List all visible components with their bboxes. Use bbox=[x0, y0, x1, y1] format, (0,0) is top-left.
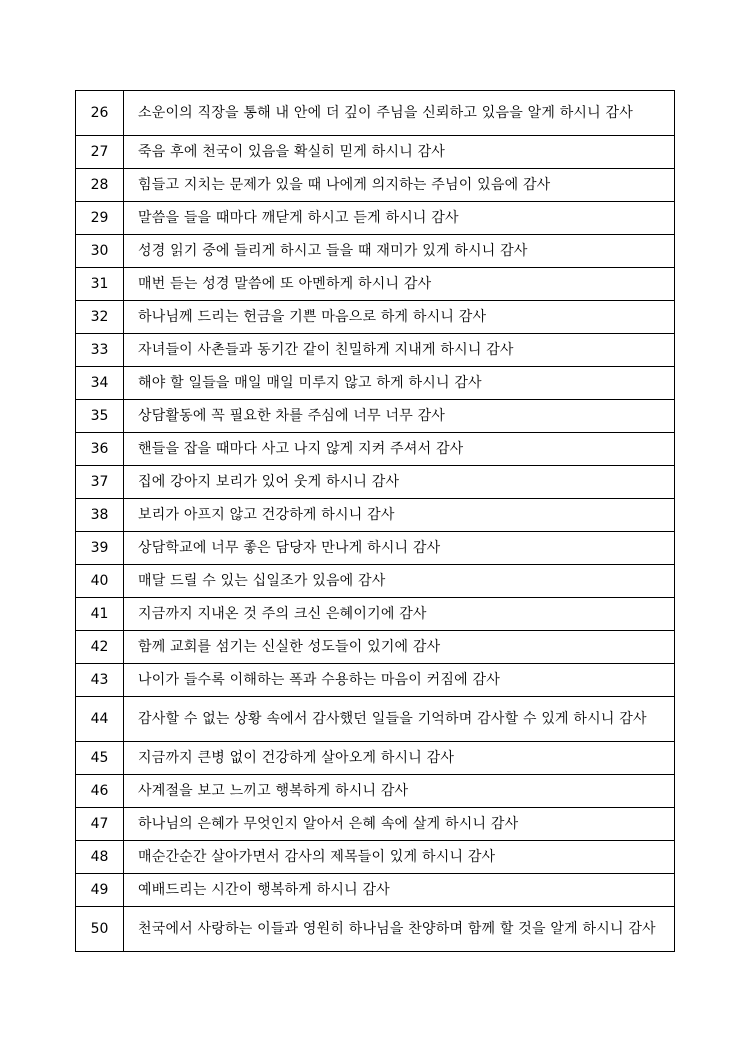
table-row bbox=[76, 907, 675, 952]
row-number: 47 bbox=[76, 808, 124, 841]
row-text: 소운이의 직장을 통해 내 안에 더 깊이 주님을 신뢰하고 있음을 알게 하시니 감사 bbox=[124, 91, 675, 136]
row-text: 해야 할 일들을 매일 매일 미루지 않고 하게 하시니 감사 bbox=[124, 367, 675, 400]
row-number: 40 bbox=[76, 565, 124, 598]
row-text: 하나님의 은혜가 무엇인지 알아서 은혜 속에 살게 하시니 감사 bbox=[124, 808, 675, 841]
row-text: 매달 드릴 수 있는 십일조가 있음에 감사 bbox=[124, 565, 675, 598]
row-number: 46 bbox=[76, 775, 124, 808]
row-text: 보리가 아프지 않고 건강하게 하시니 감사 bbox=[124, 499, 675, 532]
row-text: 함께 교회를 섬기는 신실한 성도들이 있기에 감사 bbox=[124, 631, 675, 664]
row-text: 지금까지 큰병 없이 건강하게 살아오게 하시니 감사 bbox=[124, 742, 675, 775]
row-text: 하나님께 드리는 헌금을 기쁜 마음으로 하게 하시니 감사 bbox=[124, 301, 675, 334]
row-number: 36 bbox=[76, 433, 124, 466]
gratitude-list-table bbox=[75, 90, 675, 952]
row-text: 상담학교에 너무 좋은 담당자 만나게 하시니 감사 bbox=[124, 532, 675, 565]
table-row bbox=[76, 91, 675, 136]
row-number: 29 bbox=[76, 202, 124, 235]
row-number: 38 bbox=[76, 499, 124, 532]
row-number: 33 bbox=[76, 334, 124, 367]
row-text: 힘들고 지치는 문제가 있을 때 나에게 의지하는 주님이 있음에 감사 bbox=[124, 169, 675, 202]
table-row bbox=[76, 874, 675, 907]
row-number: 45 bbox=[76, 742, 124, 775]
table-row bbox=[76, 532, 675, 565]
row-number: 27 bbox=[76, 136, 124, 169]
row-text: 핸들을 잡을 때마다 사고 나지 않게 지켜 주셔서 감사 bbox=[124, 433, 675, 466]
row-number: 43 bbox=[76, 664, 124, 697]
row-text: 지금까지 지내온 것 주의 크신 은혜이기에 감사 bbox=[124, 598, 675, 631]
row-number: 44 bbox=[76, 697, 124, 742]
row-number: 30 bbox=[76, 235, 124, 268]
row-number: 39 bbox=[76, 532, 124, 565]
table-row bbox=[76, 334, 675, 367]
row-number: 31 bbox=[76, 268, 124, 301]
row-number: 41 bbox=[76, 598, 124, 631]
table-row bbox=[76, 598, 675, 631]
table-row bbox=[76, 136, 675, 169]
table-row bbox=[76, 841, 675, 874]
row-text: 상담활동에 꼭 필요한 차를 주심에 너무 너무 감사 bbox=[124, 400, 675, 433]
row-text: 천국에서 사랑하는 이들과 영원히 하나님을 찬양하며 함께 할 것을 알게 하시니 감사 bbox=[124, 907, 675, 952]
row-text: 죽음 후에 천국이 있음을 확실히 믿게 하시니 감사 bbox=[124, 136, 675, 169]
table-row bbox=[76, 631, 675, 664]
row-text: 예배드리는 시간이 행복하게 하시니 감사 bbox=[124, 874, 675, 907]
row-number: 48 bbox=[76, 841, 124, 874]
table-row bbox=[76, 499, 675, 532]
table-row bbox=[76, 664, 675, 697]
row-text: 매번 듣는 성경 말씀에 또 아멘하게 하시니 감사 bbox=[124, 268, 675, 301]
row-text: 나이가 들수록 이해하는 폭과 수용하는 마음이 커짐에 감사 bbox=[124, 664, 675, 697]
table-row bbox=[76, 742, 675, 775]
table-row bbox=[76, 565, 675, 598]
row-number: 35 bbox=[76, 400, 124, 433]
row-number: 34 bbox=[76, 367, 124, 400]
table-row bbox=[76, 466, 675, 499]
row-text: 감사할 수 없는 상황 속에서 감사했던 일들을 기억하며 감사할 수 있게 하시니 감사 bbox=[124, 697, 675, 742]
table-row bbox=[76, 301, 675, 334]
row-number: 50 bbox=[76, 907, 124, 952]
table-row bbox=[76, 202, 675, 235]
row-text: 사계절을 보고 느끼고 행복하게 하시니 감사 bbox=[124, 775, 675, 808]
table-row bbox=[76, 433, 675, 466]
row-number: 49 bbox=[76, 874, 124, 907]
table-row bbox=[76, 367, 675, 400]
row-number: 28 bbox=[76, 169, 124, 202]
row-text: 말씀을 들을 때마다 깨닫게 하시고 듣게 하시니 감사 bbox=[124, 202, 675, 235]
row-number: 42 bbox=[76, 631, 124, 664]
table-row bbox=[76, 268, 675, 301]
table-row bbox=[76, 235, 675, 268]
row-number: 37 bbox=[76, 466, 124, 499]
row-text: 자녀들이 사촌들과 동기간 같이 친밀하게 지내게 하시니 감사 bbox=[124, 334, 675, 367]
row-text: 집에 강아지 보리가 있어 웃게 하시니 감사 bbox=[124, 466, 675, 499]
table-row bbox=[76, 400, 675, 433]
table-row bbox=[76, 169, 675, 202]
table-row bbox=[76, 808, 675, 841]
row-number: 32 bbox=[76, 301, 124, 334]
table-row bbox=[76, 775, 675, 808]
row-number: 26 bbox=[76, 91, 124, 136]
row-text: 성경 읽기 중에 들리게 하시고 들을 때 재미가 있게 하시니 감사 bbox=[124, 235, 675, 268]
table-row bbox=[76, 697, 675, 742]
row-text: 매순간순간 살아가면서 감사의 제목들이 있게 하시니 감사 bbox=[124, 841, 675, 874]
